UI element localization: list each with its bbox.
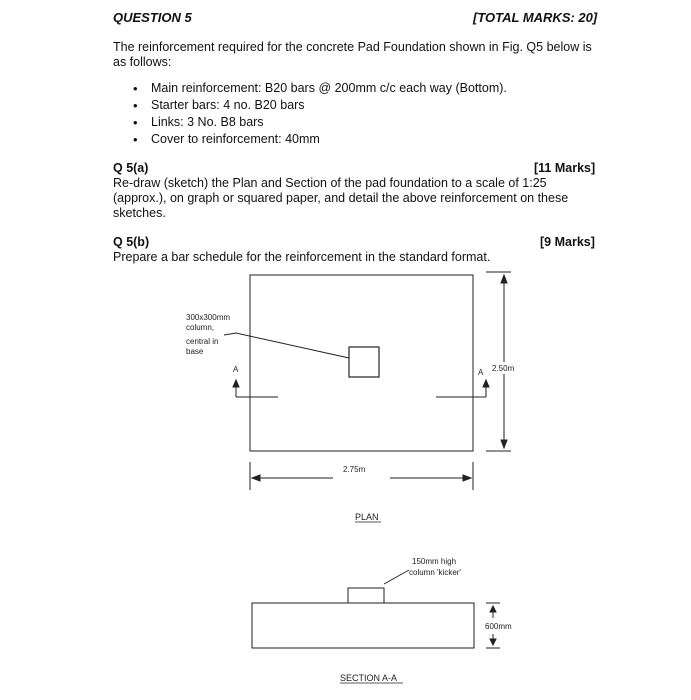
list-item: • Links: 3 No. B8 bars (133, 114, 507, 131)
kicker-note-line: column 'kicker' (409, 568, 461, 577)
section-marker-label-left: A (233, 365, 239, 374)
q5a-marks: [11 Marks] (534, 161, 596, 175)
column-kicker (348, 588, 384, 603)
width-dimension-label: 2.75m (343, 465, 366, 474)
q5a-text: Re-draw (sketch) the Plan and Section of the pad foundation to a scale of 1:25 (approx.), on graph or squared paper, and detail the above reinforcement on these sketches. (113, 176, 569, 220)
section-marker-right (436, 380, 489, 397)
plan-outline (250, 275, 473, 451)
total-marks: [TOTAL MARKS: 20] (473, 10, 598, 25)
kicker-leader (384, 570, 409, 584)
column-note-line: 300x300mm (186, 313, 231, 322)
depth-dimension-label: 600mm (485, 622, 512, 631)
section-marker-left (233, 380, 278, 397)
height-dimension (486, 272, 511, 451)
plan-label: PLAN (355, 512, 379, 522)
question-title: QUESTION 5 (113, 10, 192, 25)
q5b-text: Prepare a bar schedule for the reinforcement in the standard format. (113, 250, 491, 264)
column-square (349, 347, 379, 377)
column-note-line: column, (186, 323, 215, 332)
column-leader (224, 333, 349, 358)
q5a-label: Q 5(a) (113, 161, 149, 175)
list-item: • Starter bars: 4 no. B20 bars (133, 97, 507, 114)
section-label: SECTION A-A (340, 673, 398, 683)
q5b-marks: [9 Marks] (540, 235, 595, 249)
kicker-note-line: 150mm high (412, 557, 457, 566)
list-item: • Cover to reinforcement: 40mm (133, 131, 507, 148)
q5b-label: Q 5(b) (113, 235, 150, 249)
column-note-line: central in (186, 337, 219, 346)
height-dimension-label: 2.50m (492, 364, 515, 373)
section-marker-label-right: A (478, 368, 484, 377)
column-note-line: base (186, 347, 204, 356)
list-item: • Main reinforcement: B20 bars @ 200mm c/c each way (Bottom). (133, 80, 507, 97)
intro-text: The reinforcement required for the concrete Pad Foundation shown in Fig. Q5 below is as follows: (113, 40, 592, 69)
section-base (252, 603, 474, 648)
